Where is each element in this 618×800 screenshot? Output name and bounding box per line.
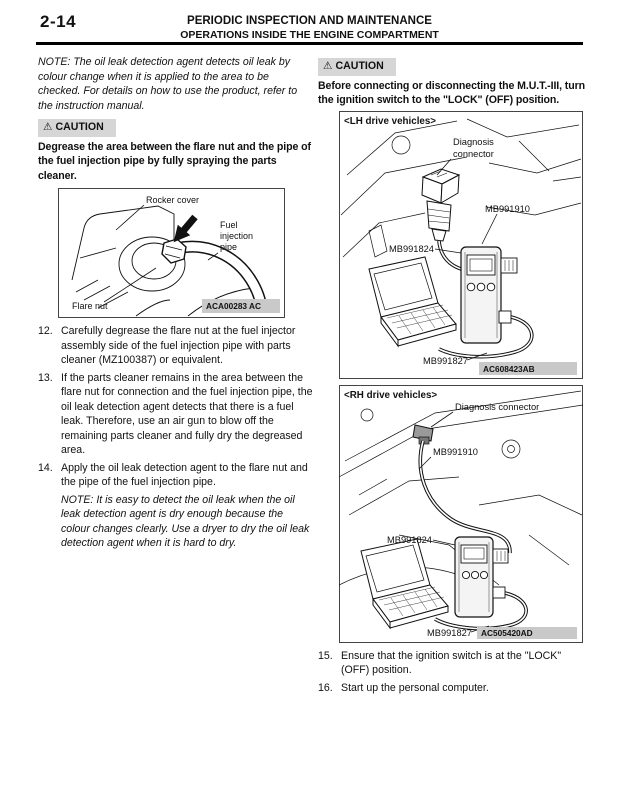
step-number: 13.	[38, 371, 53, 384]
caution-badge	[318, 58, 396, 76]
figure-code: AC608423AB	[483, 363, 535, 374]
right-column	[318, 55, 590, 698]
caution-text-degrease: Degrease the area between the flare nut and the pipe of the fuel injection pipe by fully spraying the parts cleaner.	[38, 140, 311, 182]
figure-lh-drive	[339, 111, 590, 379]
label-mb991824: MB991824	[389, 243, 434, 254]
step-number: 15.	[318, 649, 333, 662]
label-mb991824: MB991824	[387, 534, 432, 545]
page-subtitle: OPERATIONS INSIDE THE ENGINE COMPARTMENT	[180, 29, 439, 41]
caution-warning-icon: ⚠	[43, 121, 53, 133]
procedure-steps-right	[318, 649, 590, 696]
label-mb991910: MB991910	[485, 203, 530, 214]
note-oil-leak-agent: NOTE: The oil leak detection agent detects oil leak by colour change when it is applied to the area to be checked. For details on how to use the product, refer to the instruction manual.	[38, 56, 298, 112]
figure-code: ACA00283 AC	[206, 301, 262, 311]
label-flare-nut: Flare nut	[72, 301, 108, 311]
step-16	[318, 681, 590, 696]
caution-label: CAUTION	[335, 60, 384, 72]
step-number: 16.	[318, 681, 333, 694]
caution-warning-icon: ⚠	[323, 60, 333, 72]
step-number: 14.	[38, 461, 53, 474]
step-text: Carefully degrease the flare nut at the fuel injector assembly side of the fuel injection pipe with parts cleaner (MZ100387) or equivalent.	[61, 325, 296, 366]
figure-flare-nut	[58, 188, 314, 318]
label-diagnosis-connector: Diagnosis connector	[455, 401, 540, 412]
label-mb991827: MB991827	[423, 355, 468, 366]
step-14	[38, 461, 314, 490]
label-fuel-line3: pipe	[220, 242, 238, 252]
caution-text-mut: Before connecting or disconnecting the M.U.T.-III, turn the ignition switch to the "LOCK" (OFF) position.	[318, 79, 586, 106]
figure-rh-drive	[339, 385, 590, 643]
left-column	[38, 55, 314, 551]
step-12	[38, 324, 314, 368]
label-fuel-line2: injection	[220, 231, 254, 241]
caution-badge	[38, 119, 116, 137]
header-rule	[36, 42, 583, 45]
page-title: PERIODIC INSPECTION AND MAINTENANCE	[187, 15, 432, 27]
label-fuel-line1: Fuel	[220, 220, 238, 230]
label-diagnosis-line1: Diagnosis	[453, 136, 494, 147]
label-mb991827: MB991827	[427, 627, 472, 638]
label-mb991910: MB991910	[433, 446, 478, 457]
step-text: Apply the oil leak detection agent to the flare nut and the pipe of the fuel injection pipe.	[61, 461, 308, 488]
label-diagnosis-line2: connector	[453, 148, 494, 159]
procedure-steps-left	[38, 324, 314, 551]
step-text: Ensure that the ignition switch is at the "LOCK" (OFF) position.	[341, 649, 562, 676]
label-rh-variant: <RH drive vehicles>	[344, 389, 438, 401]
step-number: 12.	[38, 325, 53, 337]
label-lh-variant: <LH drive vehicles>	[344, 115, 437, 127]
figure-code: AC505420AD	[481, 627, 533, 638]
step-13	[38, 371, 314, 458]
step-text: If the parts cleaner remains in the area between the flare nut for connection and the fuel injection pipe, the oil leak detection agent detects that there is a fuel leak. Therefore, use an air gun to blow off the remaining parts cleaner and fully dry the degreased area.	[61, 371, 313, 456]
caution-label: CAUTION	[55, 121, 104, 133]
step-text: Start up the personal computer.	[341, 681, 489, 694]
label-rocker-cover: Rocker cover	[146, 195, 200, 205]
step-15	[318, 649, 590, 678]
page-number: 2-14	[40, 12, 77, 31]
note-dry-agent: NOTE: It is easy to detect the oil leak when the oil leak detection agent is dry enough because the colour changes clearly. Use a dryer to dry the oil leak detection agent when it is hard to dry.	[61, 493, 310, 549]
